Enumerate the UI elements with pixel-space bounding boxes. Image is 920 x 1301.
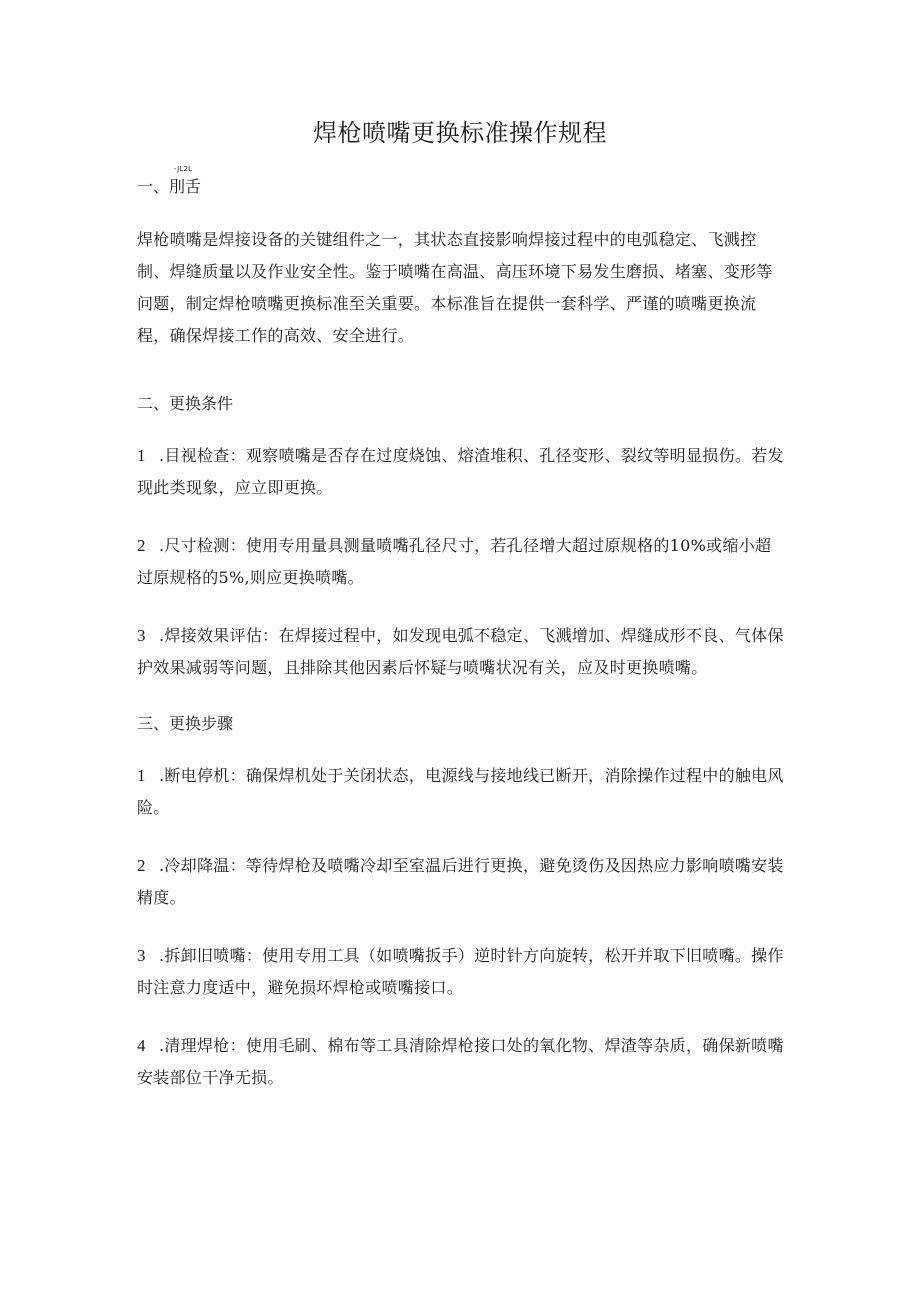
step-item: [137, 1030, 787, 1094]
condition-item: [137, 530, 787, 594]
condition-item-number: 3: [137, 626, 146, 645]
section-heading-intro: 一、刖舌: [137, 177, 202, 196]
scan-artifact-text: -JL2L: [174, 165, 193, 173]
step-item-number: 3: [137, 946, 146, 965]
step-item-number: 2: [137, 856, 146, 875]
condition-item-text: .目视检查：观察喷嘴是否存在过度烧蚀、熔渣堆积、孔径变形、裂纹等明显损伤。若发现此类现象，应立即更换。: [137, 446, 784, 497]
condition-item-text: .焊接效果评估：在焊接过程中，如发现电弧不稳定、飞溅增加、焊缝成形不良、气体保护效果减弱等问题，且排除其他因素后怀疑与喷嘴状况有关，应及时更换喷嘴。: [137, 626, 784, 677]
step-item-number: 1: [137, 766, 146, 785]
condition-item-number: 1: [137, 446, 146, 465]
condition-item: [137, 440, 787, 504]
condition-item: [137, 620, 787, 684]
step-item-number: 4: [137, 1036, 146, 1055]
step-item-text: .拆卸旧喷嘴：使用专用工具（如喷嘴扳手）逆时针方向旋转，松开并取下旧喷嘴。操作时注意力度适中，避免损坏焊枪或喷嘴接口。: [137, 946, 784, 997]
step-item-text: .清理焊枪：使用毛刷、棉布等工具清除焊枪接口处的氧化物、焊渣等杂质，确保新喷嘴安装部位干净无损。: [137, 1036, 784, 1087]
step-item-text: .断电停机：确保焊机处于关闭状态，电源线与接地线已断开，消除操作过程中的触电风险。: [137, 766, 784, 817]
section-heading-steps: 三、更换步骤: [137, 714, 234, 733]
condition-item-number: 2: [137, 536, 146, 555]
document-title: 焊枪喷嘴更换标准操作规程: [313, 119, 607, 147]
section-heading-conditions: 二、更换条件: [137, 394, 234, 413]
step-item: [137, 760, 787, 824]
step-item: [137, 850, 787, 914]
intro-paragraph: 焊枪喷嘴是焊接设备的关键组件之一，其状态直接影响焊接过程中的电弧稳定、飞溅控制、焊缝质量以及作业安全性。鉴于喷嘴在高温、高压环境下易发生磨损、堵塞、变形等问题，制定焊枪喷嘴更换标准至关重要。本标准旨在提供一套科学、严谨的喷嘴更换流程，确保焊接工作的高效、安全进行。: [137, 230, 773, 345]
condition-item-text: .尺寸检测：使用专用量具测量喷嘴孔径尺寸，若孔径增大超过原规格的10%或缩小超过原规格的5%,则应更换喷嘴。: [137, 536, 772, 587]
step-item: [137, 940, 787, 1004]
step-item-text: .冷却降温：等待焊枪及喷嘴冷却至室温后进行更换，避免烫伤及因热应力影响喷嘴安装精度。: [137, 856, 784, 907]
